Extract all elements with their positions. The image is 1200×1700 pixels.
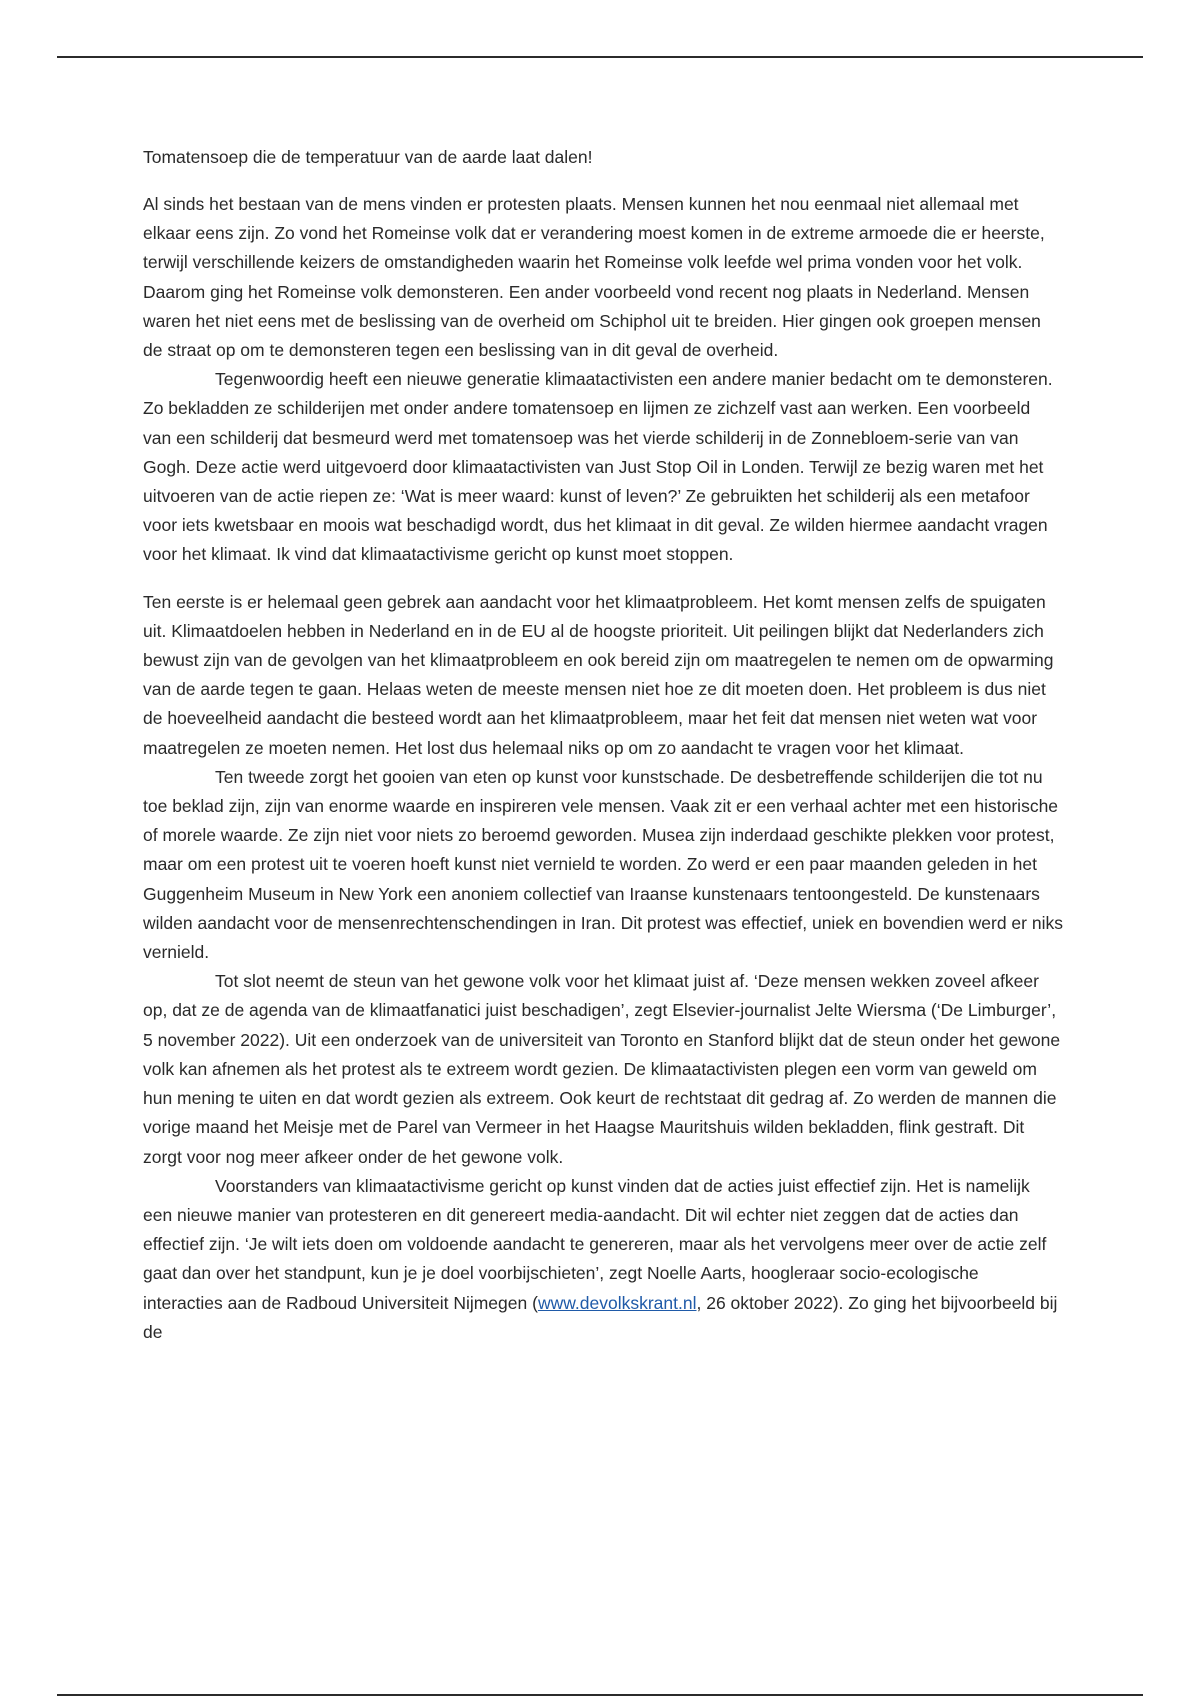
- paragraph-argument-3: Tot slot neemt de steun van het gewone volk voor het klimaat juist af. ‘Deze mensen wekken zoveel afkeer op, dat ze de agenda van de klimaatfanatici juist beschadigen’, zegt Elsevier-journalist Jelte Wiersma (‘De Limburger’, 5 november 2022). Uit een onderzoek van de universiteit van Toronto en Stanford blijkt dat de steun onder het gewone volk kan afnemen als het protest als te extreem wordt gezien. De klimaatactivisten plegen een vorm van geweld om hun mening te uiten en dat wordt gezien als extreem. Ook keurt de rechtstaat dit gedrag af. Zo werden de mannen die vorige maand het Meisje met de Parel van Vermeer in het Haagse Mauritshuis wilden bekladden, flink gestraft. Dit zorgt voor nog meer afkeer onder de het gewone volk.: [143, 971, 1061, 1167]
- source-link[interactable]: www.devolkskrant.nl: [537, 1292, 697, 1313]
- paragraph-intro: Al sinds het bestaan van de mens vinden er protesten plaats. Mensen kunnen het nou eenmaal niet allemaal met elkaar eens zijn. Zo vond het Romeinse volk dat er verandering moest komen in de extreme armoede die er heerste, terwijl verschillende keizers de omstandigheden waarin het Romeinse volk leefde wel prima vonden voor het volk. Daarom ging het Romeinse volk demonsteren. Een ander voorbeeld vond recent nog plaats in Nederland. Mensen waren het niet eens met de beslissing van de overheid om Schiphol uit te breiden. Hier gingen ook groepen mensen de straat op om te demonsteren tegen een beslissing van in dit geval de overheid.: [143, 194, 1045, 361]
- top-divider: [57, 56, 1143, 58]
- counterargument-text-after-link: , 26 oktober 2022). Zo ging het bijvoorbeeld bij de: [143, 1292, 1058, 1342]
- paragraph-argument-2: Ten tweede zorgt het gooien van eten op kunst voor kunstschade. De desbetreffende schilderijen die tot nu toe beklad zijn, zijn van enorme waarde en inspireren vele mensen. Vaak zit er een verhaal achter met een historische of morele waarde. Ze zijn niet voor niets zo beroemd geworden. Musea zijn inderdaad geschikte plekken voor protest, maar om een protest uit te voeren hoeft kunst niet vernield te worden. Zo werd er een paar maanden geleden in het Guggenheim Museum in New York een anoniem collectief van Iraanse kunstenaars tentoongesteld. De kunstenaars wilden aandacht voor de mensenrechtenschendingen in Iran. Dit protest was effectief, uniek en bovendien werd er niks vernield.: [143, 766, 1063, 963]
- paragraph-counterargument: [143, 1172, 1063, 1347]
- paragraph-thesis: Tegenwoordig heeft een nieuwe generatie klimaatactivisten een andere manier bedacht om te demonsteren. Zo bekladden ze schilderijen met onder andere tomatensoep en lijmen ze zichzelf vast aan werken. Een voorbeeld van een schilderij dat besmeurd werd met tomatensoep was het vierde schilderij in de Zonnebloem-serie van van Gogh. Deze actie werd uitgevoerd door klimaatactivisten van Just Stop Oil in Londen. Terwijl ze bezig waren met het uitvoeren van de actie riepen ze: ‘Wat is meer waard: kunst of leven?’ Ze gebruikten het schilderij als een metafoor voor iets kwetsbaar en moois wat beschadigd wordt, dus het klimaat in dit geval. Ze wilden hiermee aandacht vragen voor het klimaat. Ik vind dat klimaatactivisme gericht op kunst moet stoppen.: [143, 369, 1053, 565]
- document-title: Tomatensoep die de temperatuur van de aarde laat dalen!: [143, 147, 593, 167]
- counterargument-text-before-link: Voorstanders van klimaatactivisme gericht op kunst vinden dat de acties juist effectief zijn. Het is namelijk een nieuwe manier van protesteren en dit genereert media-aandacht. Dit wil echter niet zeggen dat de acties dan effectief zijn. ‘Je wilt iets doen om voldoende aandacht te genereren, maar als het vervolgens meer over de actie zelf gaat dan over het standpunt, kun je je doel voorbijschieten’, zegt Noelle Aarts, hoogleraar socio-ecologische interacties aan de Radboud Universiteit Nijmegen (: [143, 1175, 1047, 1313]
- paragraph-argument-1: Ten eerste is er helemaal geen gebrek aan aandacht voor het klimaatprobleem. Het komt mensen zelfs de spuigaten uit. Klimaatdoelen hebben in Nederland en in de EU al de hoogste prioriteit. Uit peilingen blijkt dat Nederlanders zich bewust zijn van de gevolgen van het klimaatprobleem en ook bereid zijn om maatregelen te nemen om de opwarming van de aarde tegen te gaan. Helaas weten de meeste mensen niet hoe ze dit moeten doen. Het probleem is dus niet de hoeveelheid aandacht die besteed wordt aan het klimaatprobleem, maar het feit dat mensen niet weten wat voor maatregelen ze moeten nemen. Het lost dus helemaal niks op om zo aandacht te vragen voor het klimaat.: [143, 591, 1054, 758]
- document-body: [143, 143, 1063, 1347]
- bottom-divider: [57, 1694, 1143, 1696]
